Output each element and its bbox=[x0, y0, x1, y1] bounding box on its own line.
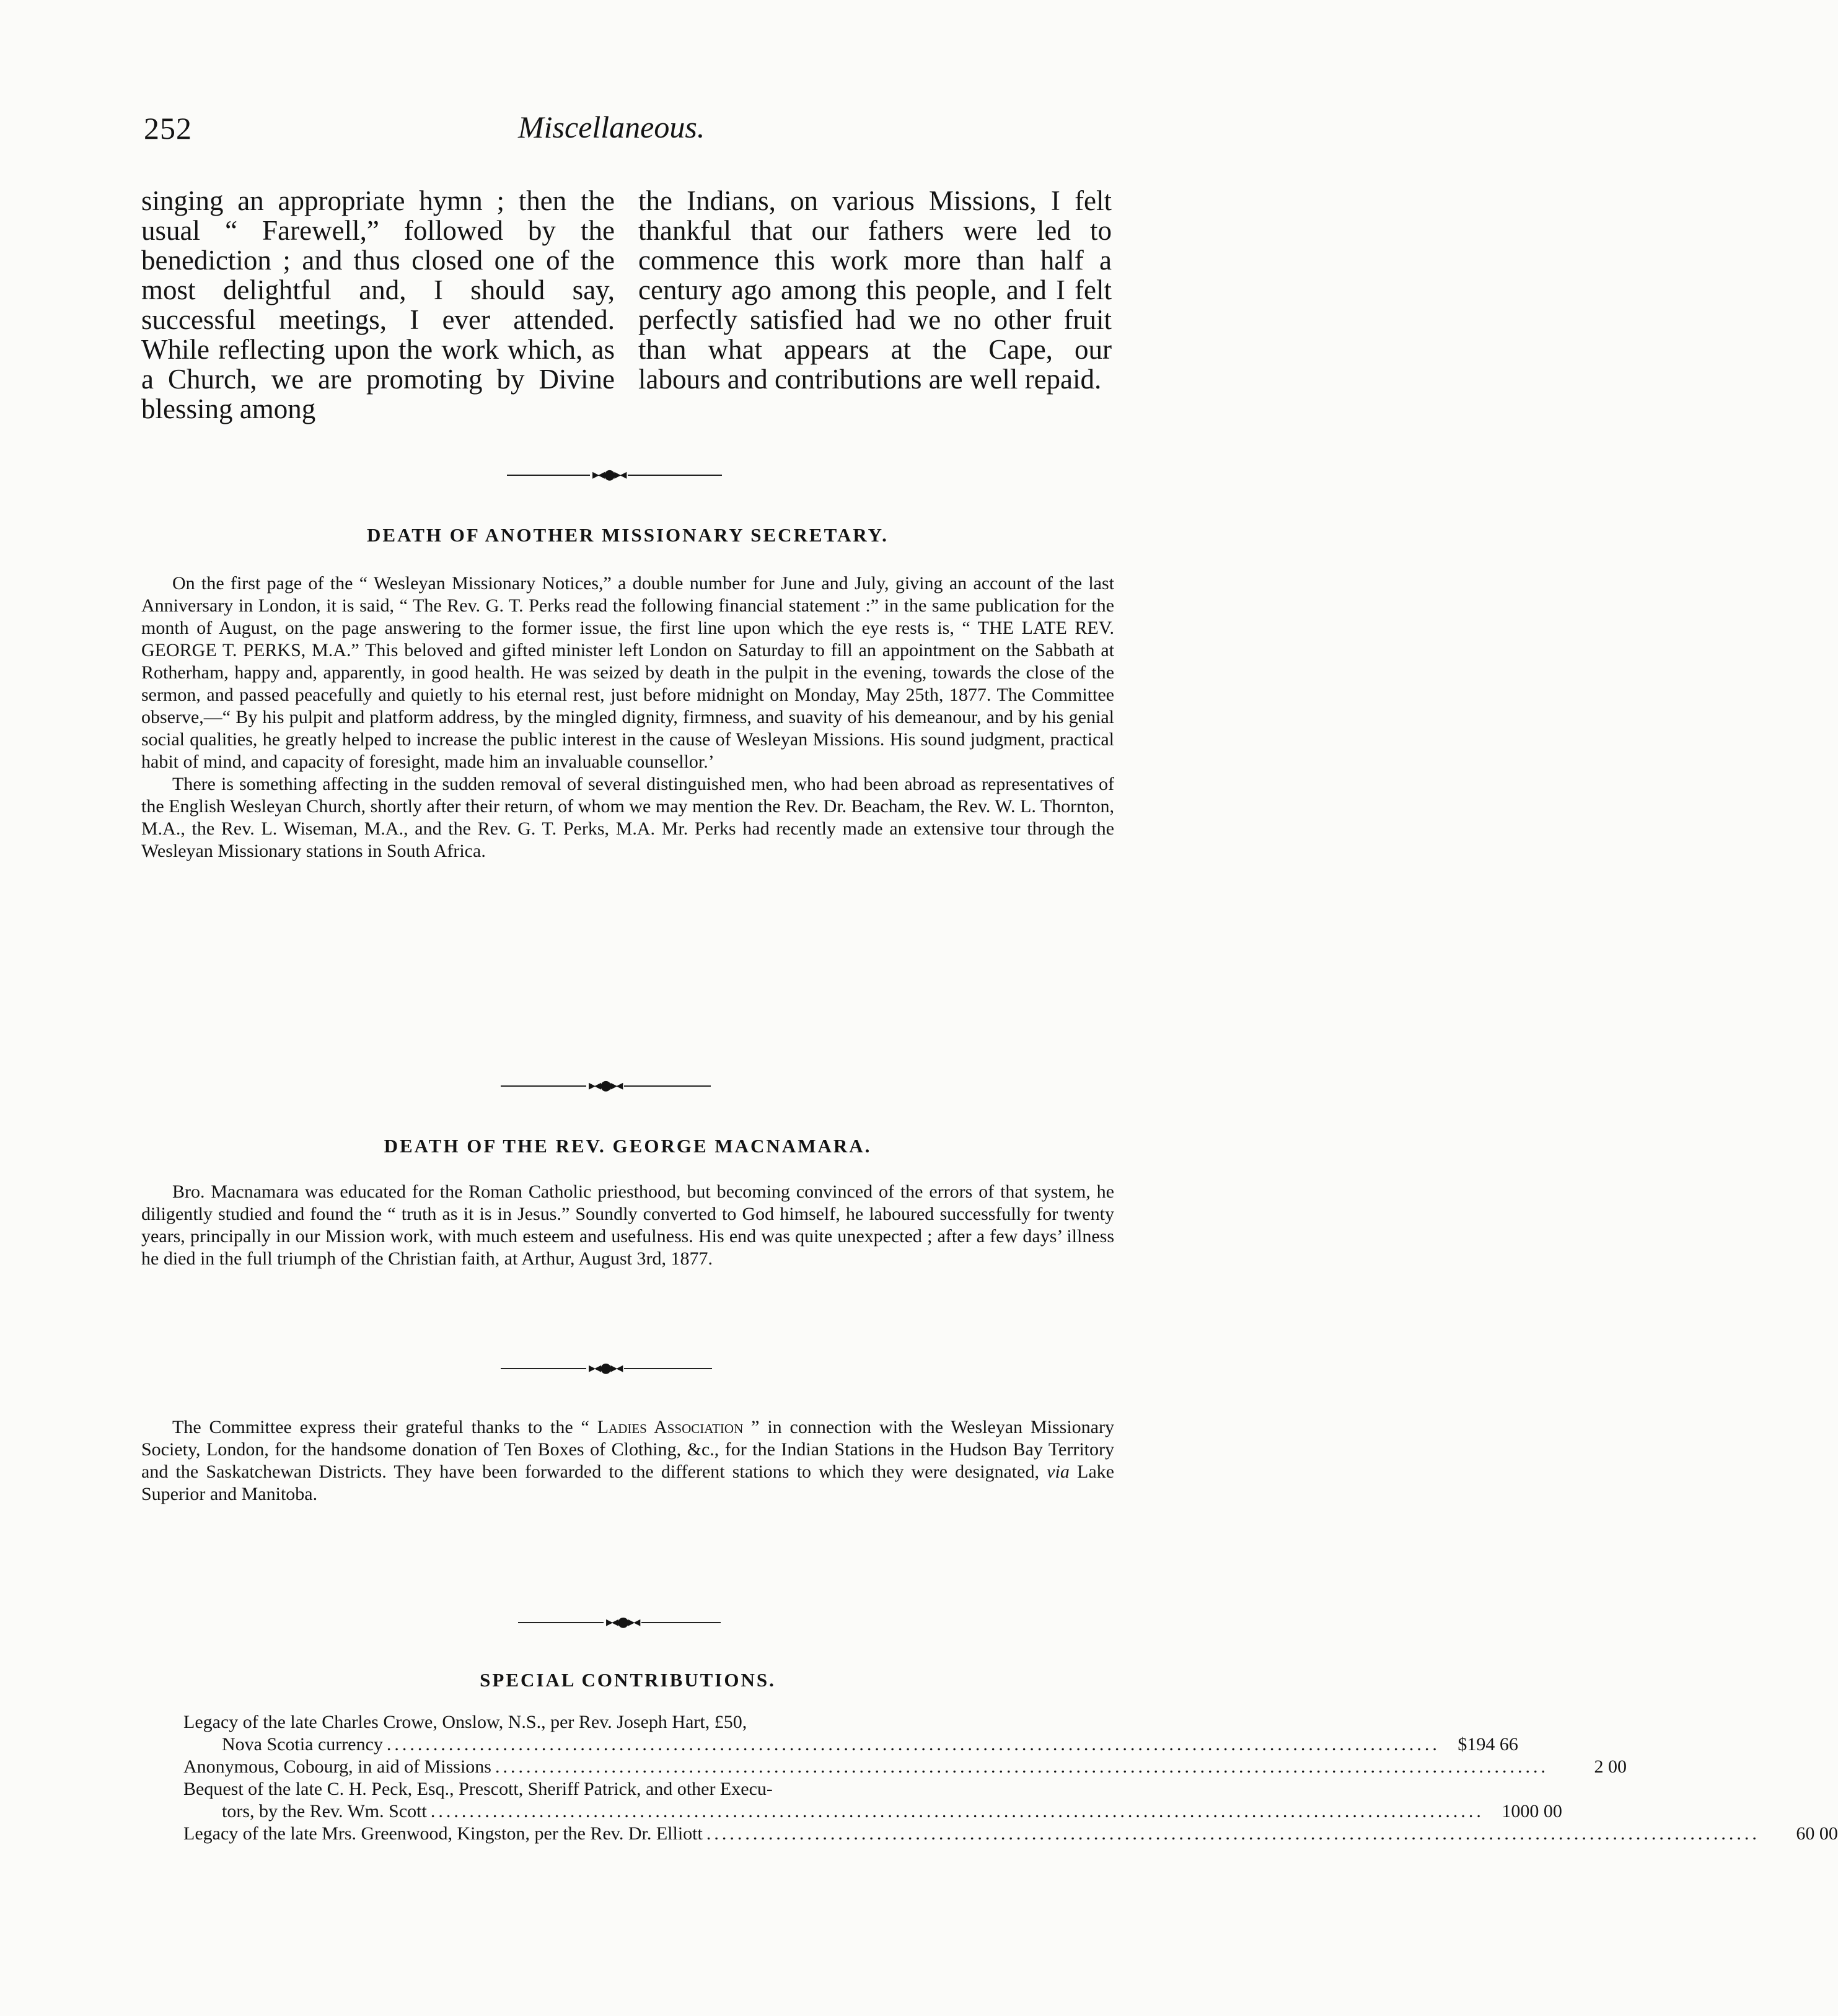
contributions-list bbox=[183, 1711, 1838, 1845]
intro-left-text: singing an appropriate hymn ; then the usual “ Farewell,” followed by the benediction ; and thus closed one of the most delightful and, I should say, successful meetings, I ever attended. While reflecting upon the work which, as a Church, we are promoting by Divine blessing among bbox=[141, 185, 615, 424]
section-title-macnamara: DEATH OF THE REV. GEORGE MACNAMARA. bbox=[384, 1135, 872, 1157]
via-word: via bbox=[1047, 1462, 1070, 1482]
thanks-tail: Lake Superior and Manitoba. bbox=[141, 1462, 1115, 1504]
contribution-line: Legacy of the late Charles Crowe, Onslow, N.S., per Rev. Joseph Hart, £50, bbox=[183, 1712, 747, 1732]
thanks-text-before: The Committee express their grateful thanks to the “ bbox=[172, 1417, 597, 1437]
contribution-amount: 60 00 bbox=[1796, 1823, 1838, 1844]
secretary-paragraph-2: There is something affecting in the sudden removal of several distinguished men, who had been abroad as representatives of the English Wesleyan Church, shortly after their return, of whom we may mention the Rev. Dr. Beacham, the Rev. W. L. Thornton, M.A., the Rev. L. Wiseman, M.A., and the Rev. G. T. Perks, M.A. Mr. Perks had recently made an extensive tour through the Wesleyan Missionary stations in South Africa. bbox=[141, 774, 1114, 861]
divider-line bbox=[501, 1368, 586, 1369]
divider-line bbox=[518, 1622, 604, 1623]
divider-line bbox=[507, 475, 590, 476]
contribution-line: Legacy of the late Mrs. Greenwood, Kingston, per the Rev. Dr. Elliott bbox=[183, 1823, 703, 1844]
ornament-divider bbox=[518, 1615, 721, 1630]
ornament-glyph: ▸◂●▸◂ bbox=[589, 1361, 622, 1376]
ornament-divider bbox=[501, 1361, 712, 1376]
intro-right-column bbox=[638, 186, 1112, 394]
contribution-line: tors, by the Rev. Wm. Scott bbox=[222, 1801, 427, 1821]
divider-line bbox=[628, 475, 722, 476]
macnamara-article bbox=[141, 1181, 1114, 1270]
intro-left-column bbox=[141, 186, 615, 424]
contribution-entry bbox=[183, 1756, 1627, 1778]
ornament-divider bbox=[501, 1078, 711, 1093]
leader-dots: ........................................................................................................................................ bbox=[386, 1734, 1440, 1755]
contribution-amount: 2 00 bbox=[1594, 1756, 1627, 1777]
divider-line bbox=[624, 1368, 712, 1369]
divider-line bbox=[641, 1622, 721, 1623]
leader-dots: ........................................................................................................................................ bbox=[495, 1756, 1549, 1777]
contribution-entry bbox=[183, 1711, 1518, 1756]
section-title-contributions: SPECIAL CONTRIBUTIONS. bbox=[480, 1669, 776, 1691]
contribution-row bbox=[183, 1756, 1627, 1778]
contribution-entry bbox=[183, 1823, 1838, 1845]
ornament-glyph: ▸◂●▸◂ bbox=[589, 1078, 622, 1093]
thanks-paragraph bbox=[141, 1416, 1114, 1505]
ornament-glyph: ▸◂●▸◂ bbox=[592, 467, 626, 483]
contribution-entry bbox=[183, 1778, 1562, 1823]
thanks-notice bbox=[141, 1416, 1114, 1505]
leader-dots: ........................................................................................................................................ bbox=[706, 1823, 1760, 1844]
contribution-line: Bequest of the late C. H. Peck, Esq., Prescott, Sheriff Patrick, and other Execu- bbox=[183, 1779, 773, 1799]
ladies-association: Ladies Association bbox=[597, 1417, 744, 1437]
contribution-amount: 1000 00 bbox=[1502, 1801, 1562, 1821]
divider-line bbox=[624, 1085, 711, 1087]
page-number: 252 bbox=[144, 111, 192, 146]
macnamara-paragraph: Bro. Macnamara was educated for the Roman Catholic priesthood, but becoming convinced of the errors of that system, he diligently studied and found the “ truth as it is in Jesus.” Soundly converted to God himself, he laboured successfully for twenty years, principally in our Mission work, with much esteem and usefulness. His end was quite unexpected ; after a few days’ illness he died in the full triumph of the Christian faith, at Arthur, August 3rd, 1877. bbox=[141, 1181, 1114, 1269]
divider-line bbox=[501, 1085, 586, 1087]
ornament-divider bbox=[507, 467, 722, 483]
intro-right-text: the Indians, on various Missions, I felt thankful that our fathers were led to commence this work more than half a century ago among this people, and I felt perfectly satisfied had we no other fruit than what appears at the Cape, our labours and contributions are well repaid. bbox=[638, 185, 1112, 395]
contribution-line: Nova Scotia currency bbox=[222, 1734, 383, 1755]
secretary-paragraph-1: On the first page of the “ Wesleyan Missionary Notices,” a double number for June and July, giving an account of the last Anniversary in London, it is said, “ The Rev. G. T. Perks read the following financial statement :” in the same publication for the month of August, on the page answering to the former issue, the first line upon which the eye rests is, “ THE LATE REV. GEORGE T. PERKS, M.A.” This beloved and gifted minister left London on Saturday to fill an appointment on the Sabbath at Rotherham, happy and, apparently, in good health. He was seized by death in the pulpit in the evening, towards the close of the sermon, and passed peacefully and quietly to his eternal rest, just before midnight on Monday, May 25th, 1877. The Committee observe,—“ By his pulpit and platform address, by the mingled dignity, firmness, and suavity of his demeanour, and by his genial social qualities, he greatly helped to increase the public interest in the cause of Wesleyan Missions. His sound judgment, practical habit of mind, and capacity of foresight, made him an invaluable counsellor.’ bbox=[141, 573, 1114, 772]
ornament-glyph: ▸◂●▸◂ bbox=[606, 1615, 640, 1630]
contribution-row bbox=[183, 1800, 1562, 1823]
thanks-text-after: ” in connection with the Wesleyan Missionary Society, London, for the handsome donation of Ten Boxes of Clothing, &c., for the Indian Stations in the Hudson Bay Territory and the Saskatchewan Districts. They have been forwarded to the different stations to which they were designated, bbox=[141, 1417, 1114, 1482]
secretary-article bbox=[141, 572, 1114, 862]
contribution-row bbox=[183, 1733, 1518, 1756]
contribution-amount: $194 66 bbox=[1458, 1734, 1518, 1755]
contribution-row bbox=[183, 1823, 1838, 1845]
leader-dots: ........................................................................................................................................ bbox=[430, 1801, 1484, 1821]
section-title-secretary: DEATH OF ANOTHER MISSIONARY SECRETARY. bbox=[367, 524, 889, 546]
contribution-line: Anonymous, Cobourg, in aid of Missions bbox=[183, 1756, 491, 1777]
running-title: Miscellaneous. bbox=[518, 110, 705, 144]
